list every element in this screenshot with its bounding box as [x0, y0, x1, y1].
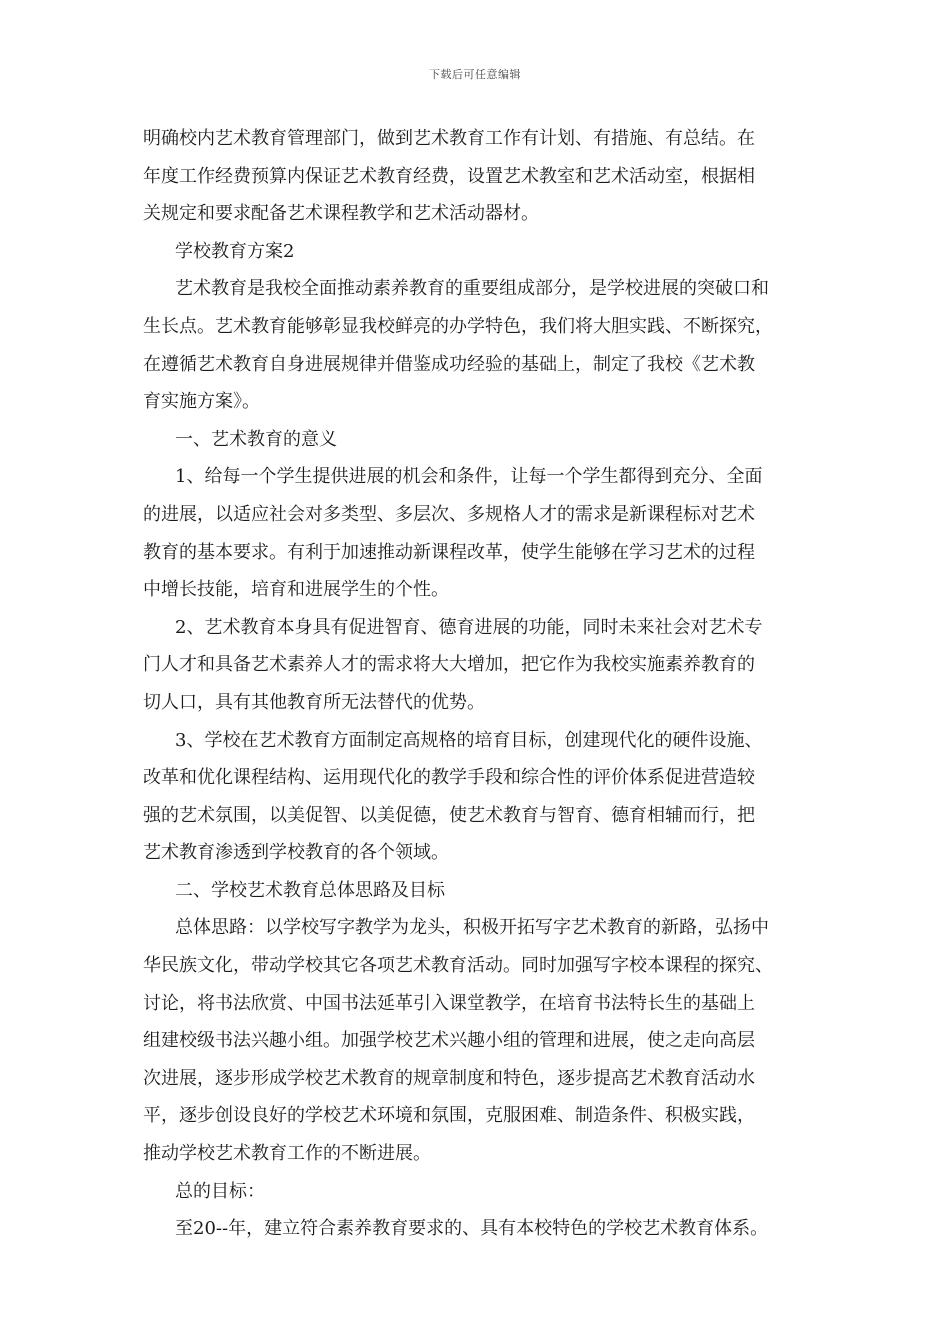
text-line: 学校教育方案2 — [175, 240, 295, 262]
text-line: 关规定和要求配备艺术课程教学和艺术活动器材。 — [143, 203, 539, 225]
text-line: 一、艺术教育的意义 — [175, 428, 337, 450]
text-line: 改革和优化课程结构、运用现代化的教学手段和综合性的评价体系促进营造较 — [143, 767, 755, 789]
text-line: 生长点。艺术教育能够彰显我校鲜亮的办学特色，我们将大胆实践、不断探究， — [143, 315, 773, 337]
text-line: 组建校级书法兴趣小组。加强学校艺术兴趣小组的管理和进展，使之走向高层 — [143, 1030, 755, 1052]
text-line: 至20--年，建立符合素养教育要求的、具有本校特色的学校艺术教育体系。 — [175, 1218, 769, 1240]
text-line: 推动学校艺术教育工作的不断进展。 — [143, 1143, 431, 1165]
text-line: 次进展，逐步形成学校艺术教育的规章制度和特色，逐步提高艺术教育活动水 — [143, 1067, 755, 1089]
text-line: 育实施方案》。 — [143, 391, 260, 413]
text-line: 艺术教育是我校全面推动素养教育的重要组成部分，是学校进展的突破口和 — [175, 278, 769, 300]
text-line: 的进展，以适应社会对多类型、多层次、多规格人才的需求是新课程标对艺术 — [143, 503, 755, 525]
text-line: 1、给每一个学生提供进展的机会和条件，让每一个学生都得到充分、全面 — [175, 466, 763, 488]
text-line: 讨论，将书法欣赏、中国书法延革引入课堂教学，在培育书法特长生的基础上 — [143, 992, 755, 1014]
text-line: 艺术教育渗透到学校教育的各个领域。 — [143, 842, 449, 864]
text-line: 门人才和具备艺术素养人才的需求将大大增加，把它作为我校实施素养教育的 — [143, 654, 755, 676]
page-header-note: 下载后可任意编辑 — [429, 68, 521, 81]
text-line: 中增长技能，培育和进展学生的个性。 — [143, 579, 449, 601]
text-line: 华民族文化，带动学校其它各项艺术教育活动。同时加强写字校本课程的探究、 — [143, 955, 773, 977]
text-line: 总的目标： — [175, 1180, 265, 1202]
text-line: 教育的基本要求。有利于加速推动新课程改革，使学生能够在学习艺术的过程 — [143, 541, 755, 563]
text-line: 年度工作经费预算内保证艺术教育经费，设置艺术教室和艺术活动室，根据相 — [143, 165, 755, 187]
text-line: 总体思路：以学校写字教学为龙头，积极开拓写字艺术教育的新路，弘扬中 — [175, 917, 769, 939]
text-line: 强的艺术氛围，以美促智、以美促德，使艺术教育与智育、德育相辅而行，把 — [143, 804, 755, 826]
text-line: 3、学校在艺术教育方面制定高规格的培育目标，创建现代化的硬件设施、 — [175, 729, 763, 751]
text-line: 2、艺术教育本身具有促进智育、德育进展的功能，同时未来社会对艺术专 — [175, 616, 763, 638]
text-line: 切人口，具有其他教育所无法替代的优势。 — [143, 691, 485, 713]
text-line: 在遵循艺术教育自身进展规律并借鉴成功经验的基础上，制定了我校《艺术教 — [143, 353, 755, 375]
text-line: 明确校内艺术教育管理部门，做到艺术教育工作有计划、有措施、有总结。在 — [143, 128, 755, 149]
text-line: 平，逐步创设良好的学校艺术环境和氛围，克服困难、制造条件、积极实践， — [143, 1105, 755, 1127]
document-body — [143, 120, 833, 1248]
text-line: 二、学校艺术教育总体思路及目标 — [175, 879, 445, 901]
